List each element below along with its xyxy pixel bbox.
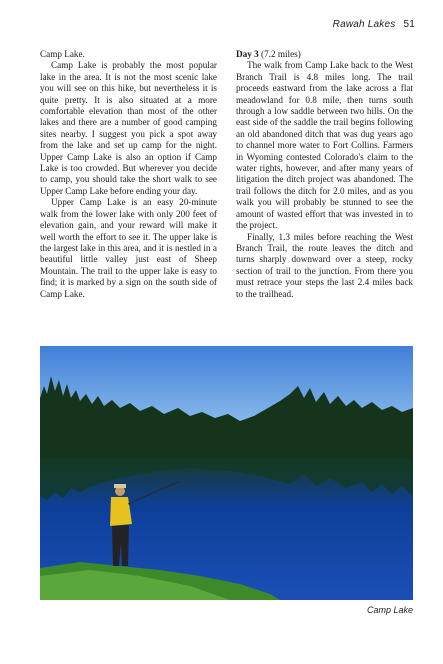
photo-caption: Camp Lake bbox=[366, 605, 413, 615]
fisherman-hat bbox=[114, 484, 126, 488]
camp-lake-photo bbox=[40, 346, 413, 600]
left-paragraph-1: Camp Lake is probably the most popular lake in the area. It is not the most scenic lake you will see on this hike, but nevertheless it is quite pretty. It is also situated at a more comfortable elevation than most of the other lakes and there are a number of good camping sites nearby. I suggest you pick a spot away from the lake and set up camp for the night. Upper Camp Lake is also an option if Camp Lake is too crowded. But wherever you decide to camp, you should take the short walk to see Upper Camp Lake before ending your day. bbox=[40, 60, 217, 196]
running-head bbox=[333, 19, 415, 30]
left-paragraph-0: Camp Lake. bbox=[40, 49, 85, 59]
day-distance: (7.2 miles) bbox=[261, 49, 301, 59]
right-paragraph-1: The walk from Camp Lake back to the West Branch Trail is 4.8 miles long. The trail proceeds eastward from the lake across a flat meadowland for 0.8 mile, then turns south through a low saddle between two hills. On the east side of the saddle the trail begins following an old abandoned ditch that was dug years ago to channel more water to Fort Collins. Farmers in Wyoming contested Colorado's claim to the water rights, however, and after many years of litigation the ditch project was abandoned. The trail follows the ditch for 2.0 miles, and as you walk you will probably be stunned to see the amount of wasted effort that was invested in to the project. bbox=[236, 60, 413, 231]
day-label: Day 3 bbox=[236, 49, 259, 59]
running-head-title: Rawah Lakes bbox=[332, 19, 396, 30]
left-column bbox=[40, 49, 217, 300]
day-heading bbox=[236, 49, 413, 60]
left-paragraph-2: Upper Camp Lake is an easy 20-minute walk from the lower lake with only 200 feet of elevation gain, and your reward will make it well worth the effort to see it. The upper lake is the largest lake in this area, and it is nestled in a beautiful little valley just east of Sheep Mountain. The trail to the upper lake is easy to find; it is marked by a sign on the south side of Camp Lake. bbox=[40, 197, 217, 299]
right-paragraph-2: Finally, 1.3 miles before reaching the West Branch Trail, the route leaves the ditch and turns sharply downward over a steep, rocky section of trail to the junction. From there you must retrace your steps the last 2.4 miles back to the trailhead. bbox=[236, 231, 413, 299]
right-column bbox=[236, 49, 413, 300]
page-number: 51 bbox=[403, 19, 415, 30]
